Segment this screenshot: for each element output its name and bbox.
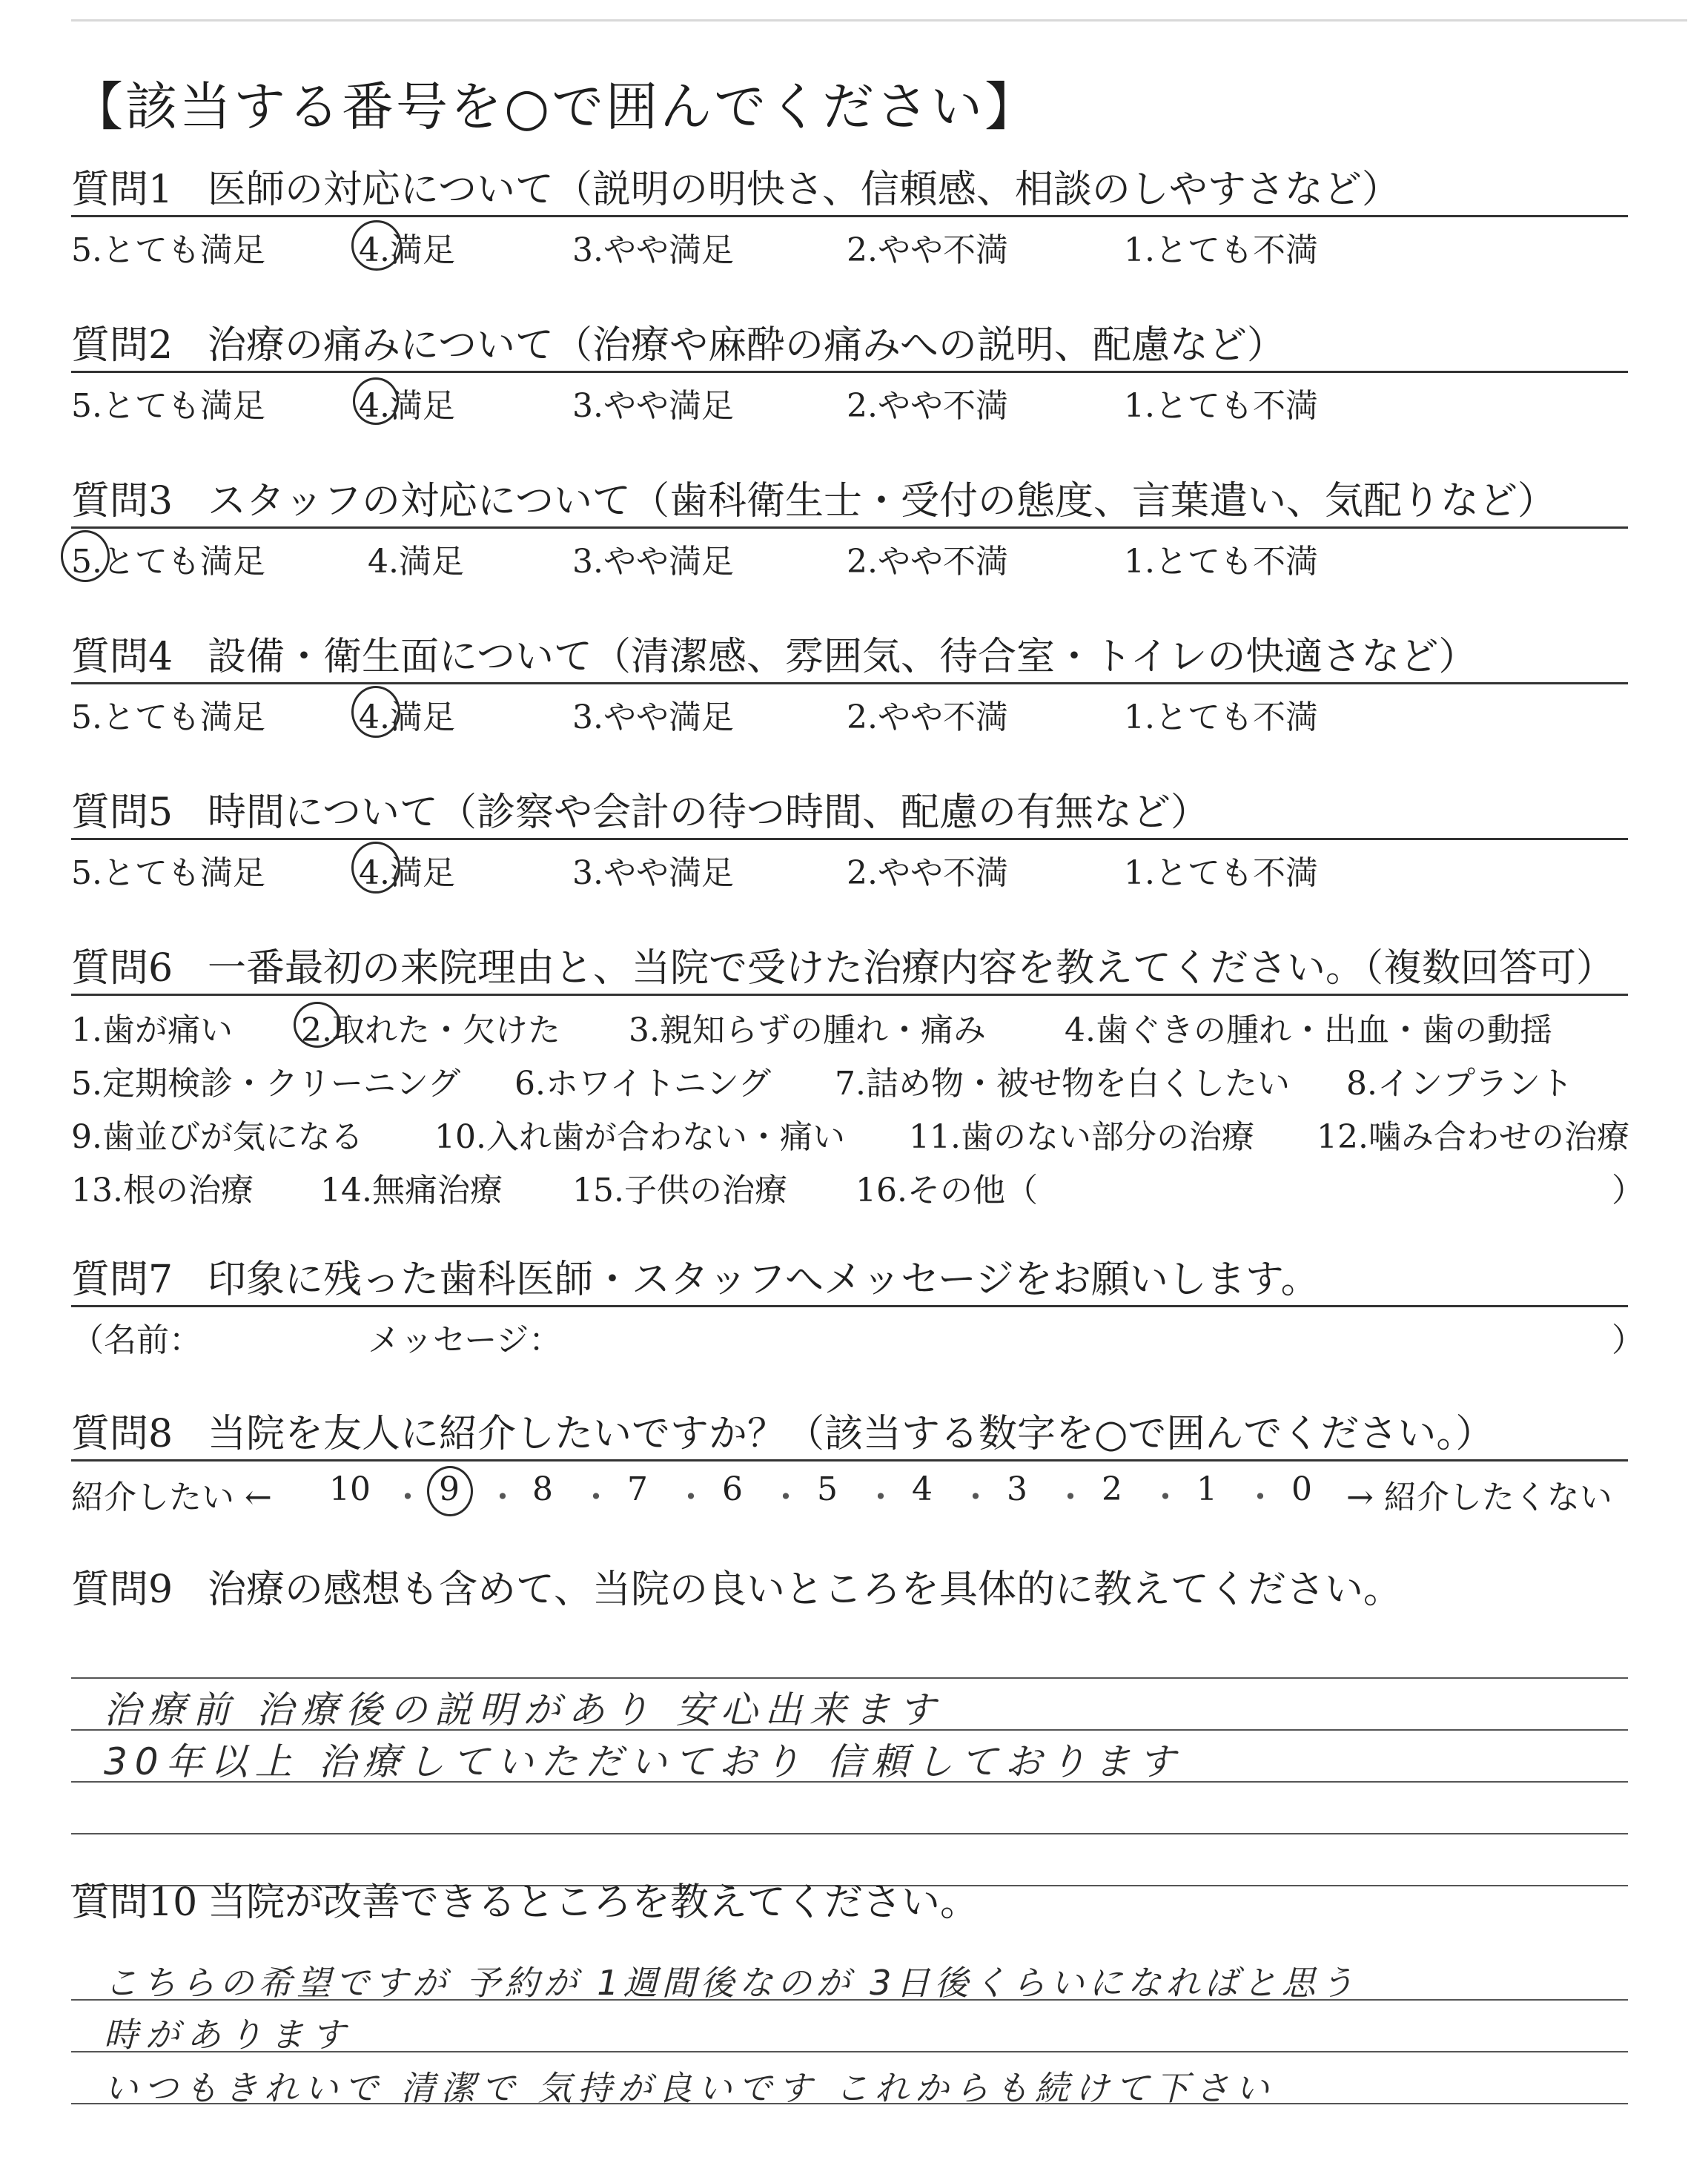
question-9-text: 治療の感想も含めて、当院の良いところを具体的に教えてください。 bbox=[208, 1568, 1402, 1612]
question-3-title bbox=[71, 476, 1628, 526]
q1-option-4[interactable]: 4.満足 bbox=[359, 231, 455, 269]
question-9-number: 質問9 bbox=[71, 1568, 173, 1612]
recommend-6[interactable]: 6 bbox=[722, 1470, 743, 1508]
answer-line bbox=[71, 1833, 1628, 1834]
answer-line bbox=[71, 1677, 1628, 1679]
q6-option-1[interactable]: 1.歯が痛い bbox=[71, 1011, 233, 1049]
q4-option-1[interactable]: 1.とても不満 bbox=[1124, 698, 1318, 736]
question-6-options bbox=[71, 996, 1644, 1211]
question-3-text: スタッフの対応について（歯科衛生士・受付の態度、言葉遣い、気配りなど） bbox=[208, 479, 1556, 524]
recommend-3[interactable]: 3 bbox=[1007, 1470, 1027, 1508]
question-8-text: 当院を友人に紹介したいですか？（該当する数字を○で囲んでください。） bbox=[208, 1412, 1494, 1456]
question-5 bbox=[71, 787, 1628, 892]
q10-handwritten-line-2: 時があります bbox=[104, 2015, 353, 2055]
recommend-8[interactable]: 8 bbox=[532, 1470, 553, 1508]
question-4-number: 質問4 bbox=[71, 635, 173, 679]
q1-option-1[interactable]: 1.とても不満 bbox=[1124, 231, 1318, 269]
question-4-scale bbox=[71, 684, 1628, 736]
question-7 bbox=[71, 1255, 1644, 1359]
question-7-number: 質問7 bbox=[71, 1258, 173, 1302]
recommend-9[interactable]: 9 bbox=[439, 1470, 460, 1508]
q6-option-6[interactable]: 6.ホワイトニング bbox=[514, 1065, 772, 1103]
question-2-text: 治療の痛みについて（治療や麻酔の痛みへの説明、配慮など） bbox=[208, 323, 1285, 368]
recommend-10[interactable]: 10 bbox=[329, 1470, 371, 1508]
question-8-number: 質問8 bbox=[71, 1412, 173, 1456]
q6-answer-circle bbox=[294, 1002, 341, 1048]
question-3 bbox=[71, 476, 1628, 581]
question-7-title bbox=[71, 1255, 1628, 1305]
q3-option-4[interactable]: 4.満足 bbox=[368, 543, 464, 581]
recommend-right-label: → 紹介したくない bbox=[1346, 1479, 1612, 1516]
q4-answer-circle bbox=[351, 686, 400, 738]
q6-option-4[interactable]: 4.歯ぐきの腫れ・出血・歯の動揺 bbox=[1065, 1011, 1552, 1049]
question-2 bbox=[71, 320, 1628, 425]
q6-option-3[interactable]: 3.親知らずの腫れ・痛み bbox=[629, 1011, 986, 1049]
recommend-2[interactable]: 2 bbox=[1102, 1470, 1122, 1508]
q4-option-4[interactable]: 4.満足 bbox=[359, 698, 455, 736]
recommend-4[interactable]: 4 bbox=[912, 1470, 933, 1508]
q6-other-close: ） bbox=[1612, 1172, 1644, 1209]
question-1-number: 質問1 bbox=[71, 168, 173, 212]
question-3-number: 質問3 bbox=[71, 479, 173, 524]
q6-option-2[interactable]: 2.取れた・欠けた bbox=[301, 1011, 560, 1049]
recommend-1[interactable]: 1 bbox=[1196, 1470, 1217, 1508]
q10-handwritten-line-1: こちらの希望ですが 予約が 1週間後なのが 3日後くらいになればと思う bbox=[104, 1963, 1359, 2003]
q1-option-2[interactable]: 2.やや不満 bbox=[847, 231, 1008, 269]
q2-option-1[interactable]: 1.とても不満 bbox=[1124, 387, 1318, 425]
q4-option-2[interactable]: 2.やや不満 bbox=[847, 698, 1008, 736]
recommend-answer-circle bbox=[427, 1466, 473, 1516]
question-4-title bbox=[71, 632, 1628, 682]
recommend-7[interactable]: 7 bbox=[627, 1470, 648, 1508]
q6-option-5[interactable]: 5.定期検診・クリーニング bbox=[71, 1065, 461, 1103]
question-10-title bbox=[71, 1877, 1628, 1928]
top-divider bbox=[71, 19, 1687, 22]
q6-option-11[interactable]: 11.歯のない部分の治療 bbox=[909, 1118, 1254, 1156]
q5-answer-circle bbox=[351, 842, 400, 894]
q9-handwritten-line-2: 30年以上 治療していただいており 信頼しております bbox=[104, 1740, 1183, 1783]
survey-header: 【該当する番号を○で囲んでください】 bbox=[71, 76, 1039, 137]
question-1-title bbox=[71, 165, 1628, 215]
q2-option-5[interactable]: 5.とても満足 bbox=[71, 387, 265, 425]
question-9 bbox=[71, 1565, 1628, 1897]
recommend-5[interactable]: 5 bbox=[817, 1470, 838, 1508]
question-10-number: 質問10 bbox=[71, 1880, 198, 1925]
q4-option-5[interactable]: 5.とても満足 bbox=[71, 698, 265, 736]
q7-message-label: メッセージ： bbox=[368, 1321, 562, 1359]
q2-answer-circle bbox=[353, 377, 399, 425]
question-2-scale bbox=[71, 373, 1628, 425]
question-6 bbox=[71, 943, 1644, 1211]
q3-answer-circle bbox=[61, 530, 110, 582]
q6-option-8[interactable]: 8.インプラント bbox=[1346, 1065, 1573, 1103]
question-10-text: 当院が改善できるところを教えてください。 bbox=[208, 1880, 979, 1925]
question-5-text: 時間について（診察や会計の待つ時間、配慮の有無など） bbox=[208, 790, 1209, 835]
q6-option-10[interactable]: 10.入れ歯が合わない・痛い bbox=[434, 1118, 845, 1156]
q2-option-2[interactable]: 2.やや不満 bbox=[847, 387, 1008, 425]
q6-option-7[interactable]: 7.詰め物・被せ物を白くしたい bbox=[835, 1065, 1290, 1103]
q7-close-paren: ） bbox=[1612, 1321, 1644, 1359]
question-4-text: 設備・衛生面について（清潔感、雰囲気、待合室・トイレの快適さなど） bbox=[208, 635, 1477, 679]
q3-option-5[interactable]: 5.とても満足 bbox=[71, 543, 265, 581]
q6-option-16[interactable]: 16.その他（ bbox=[855, 1172, 1038, 1209]
question-1-scale bbox=[71, 217, 1628, 269]
q9-handwritten-line-1: 治療前 治療後の説明があり 安心出来ます bbox=[104, 1688, 943, 1731]
question-9-answer-area bbox=[71, 1615, 1628, 1897]
q5-option-3[interactable]: 3.やや満足 bbox=[572, 854, 734, 892]
question-2-title bbox=[71, 320, 1628, 371]
q6-option-9[interactable]: 9.歯並びが気になる bbox=[71, 1118, 363, 1156]
q6-option-15[interactable]: 15.子供の治療 bbox=[572, 1172, 787, 1209]
question-6-text: 一番最初の来院理由と、当院で受けた治療内容を教えてください。（複数回答可） bbox=[208, 946, 1615, 991]
q1-answer-circle bbox=[351, 220, 402, 271]
q6-option-14[interactable]: 14.無痛治療 bbox=[320, 1172, 503, 1209]
question-10-answer-area bbox=[71, 1928, 1628, 2150]
question-8-title bbox=[71, 1409, 1628, 1459]
question-5-scale bbox=[71, 840, 1628, 892]
q2-option-3[interactable]: 3.やや満足 bbox=[572, 387, 734, 425]
q5-option-5[interactable]: 5.とても満足 bbox=[71, 854, 265, 892]
question-5-number: 質問5 bbox=[71, 790, 173, 835]
question-7-fields bbox=[71, 1307, 1644, 1359]
q5-option-1[interactable]: 1.とても不満 bbox=[1124, 854, 1318, 892]
q6-option-12[interactable]: 12.噛み合わせの治療 bbox=[1317, 1118, 1629, 1156]
question-5-title bbox=[71, 787, 1628, 838]
recommend-0[interactable]: 0 bbox=[1291, 1470, 1312, 1508]
q6-option-13[interactable]: 13.根の治療 bbox=[71, 1172, 254, 1209]
question-4 bbox=[71, 632, 1628, 736]
question-6-title bbox=[71, 943, 1628, 994]
q2-option-4[interactable]: 4.満足 bbox=[359, 387, 455, 425]
question-9-title bbox=[71, 1565, 1628, 1615]
question-2-number: 質問2 bbox=[71, 323, 173, 368]
recommend-left-label: 紹介したい ← bbox=[71, 1479, 272, 1516]
recommend-scale: 紹介したい ← 10 ・ 9 ・ 8 ・ 7 ・ 6 ・ 5 ・ 4 ・ 3 ・ 2 ・ 1 ・ 0 → 紹介したくない bbox=[71, 1462, 1628, 1521]
q5-option-2[interactable]: 2.やや不満 bbox=[847, 854, 1008, 892]
question-6-number: 質問6 bbox=[71, 946, 173, 991]
q3-option-1[interactable]: 1.とても不満 bbox=[1124, 543, 1318, 581]
q3-option-2[interactable]: 2.やや不満 bbox=[847, 543, 1008, 581]
q1-option-5[interactable]: 5.とても満足 bbox=[71, 231, 265, 269]
q4-option-3[interactable]: 3.やや満足 bbox=[572, 698, 734, 736]
question-1 bbox=[71, 165, 1628, 269]
q3-option-3[interactable]: 3.やや満足 bbox=[572, 543, 734, 581]
q5-option-4[interactable]: 4.満足 bbox=[359, 854, 455, 892]
question-3-scale bbox=[71, 529, 1628, 581]
question-8 bbox=[71, 1409, 1628, 1521]
q10-handwritten-line-3: いつもきれいで 清潔で 気持が良いです これからも続けて下さい bbox=[104, 2068, 1275, 2108]
question-1-text: 医師の対応について（説明の明快さ、信頼感、相談のしやすさなど） bbox=[208, 168, 1400, 212]
question-10 bbox=[71, 1877, 1628, 2150]
question-7-text: 印象に残った歯科医師・スタッフへメッセージをお願いします。 bbox=[208, 1258, 1320, 1302]
q7-name-label: （名前： bbox=[71, 1321, 202, 1359]
q1-option-3[interactable]: 3.やや満足 bbox=[572, 231, 734, 269]
